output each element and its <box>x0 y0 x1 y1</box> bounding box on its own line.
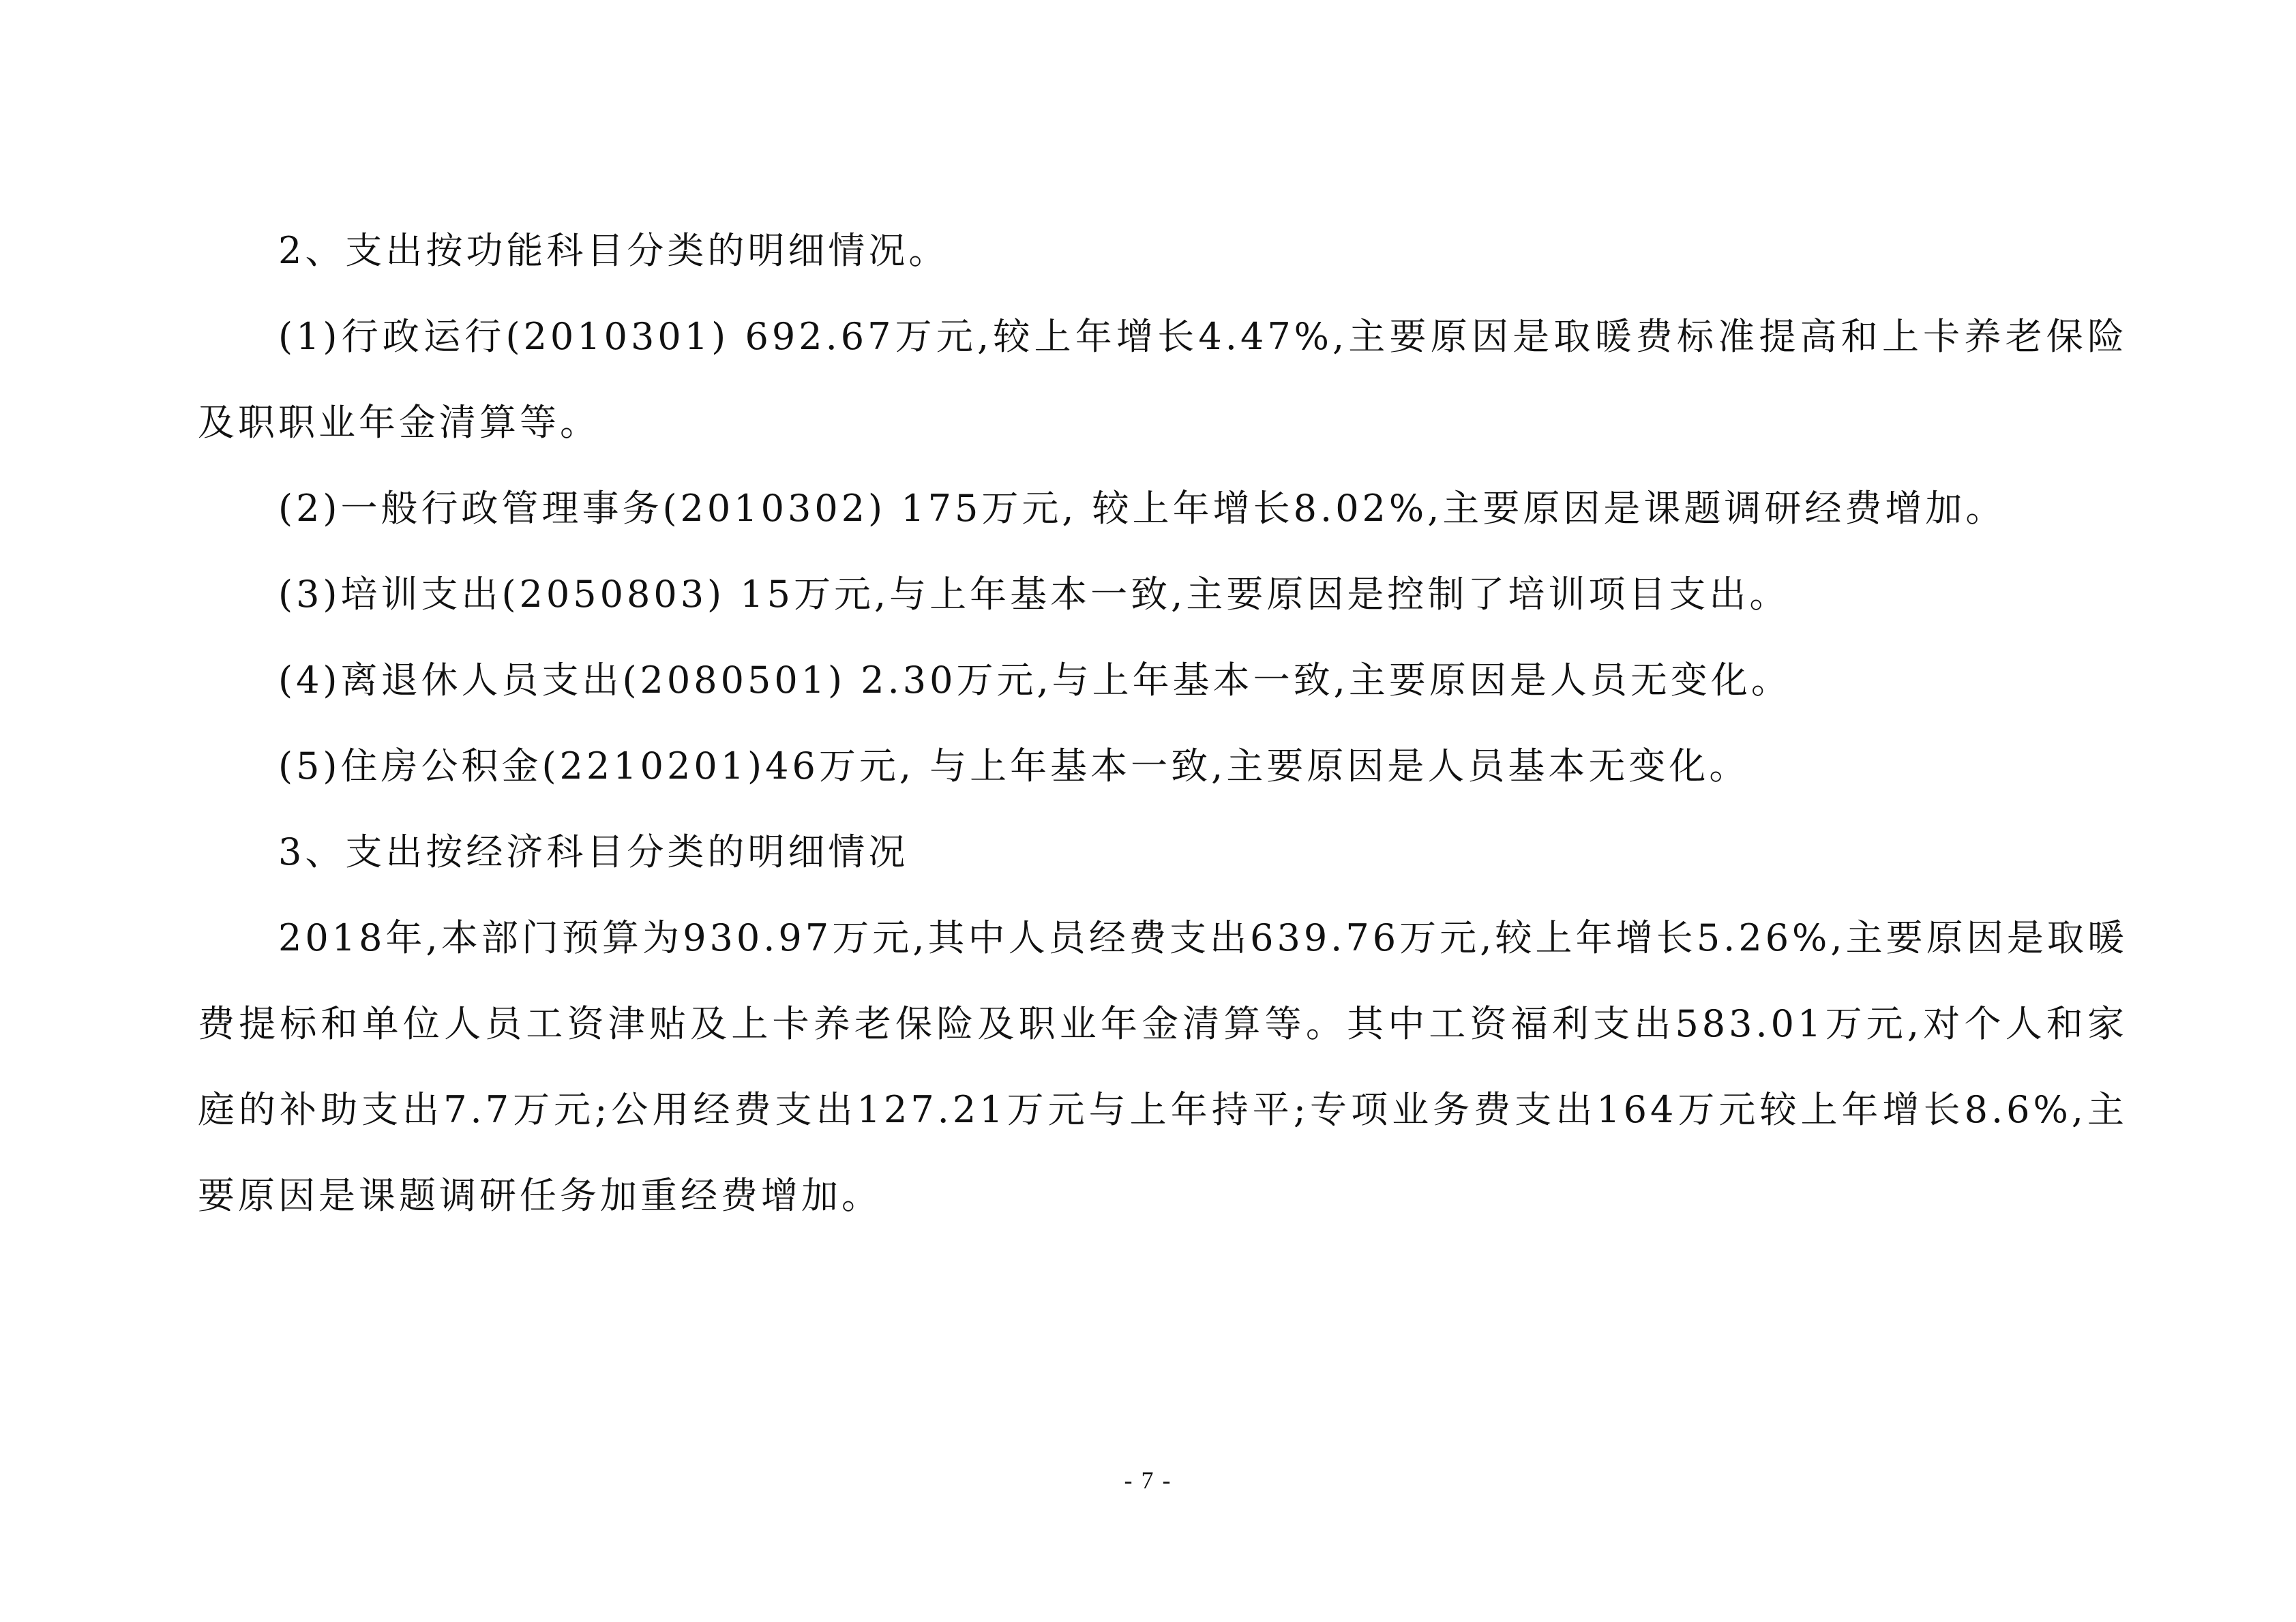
page-number: - 7 - <box>1124 1467 1172 1494</box>
paragraph-budget-summary: 2018年,本部门预算为930.97万元,其中人员经费支出639.76万元,较上年增长5.26%,主要原因是取暖费提标和单位人员工资津贴及上卡养老保险及职业年金清算等。其中工资福利支出583.01万元,对个人和家庭的补助支出7.7万元;公用经费支出127.21万元与上年持平;专项业务费支出164万元较上年增长8.6%,主要原因是课题调研任务加重经费增加。 <box>198 916 2128 1217</box>
paragraph-administrative-operation: (1)行政运行(2010301) 692.67万元,较上年增长4.47%,主要原因是取暖费标准提高和上卡养老保险及职职业年金清算等。 <box>198 315 2128 444</box>
paragraph-retirement-expenditure: (4)离退休人员支出(2080501) 2.30万元,与上年基本一致,主要原因是人员无变化。 <box>278 659 1791 702</box>
section-heading-economic-classification: 3、支出按经济科目分类的明细情况 <box>278 830 909 873</box>
paragraph-training-expenditure: (3)培训支出(2050803) 15万元,与上年基本一致,主要原因是控制了培训项目支出。 <box>278 573 1790 616</box>
paragraph-general-administration: (2)一般行政管理事务(2010302) 175万元, 较上年增长8.02%,主要原因是课题调研经费增加。 <box>278 487 2006 530</box>
document-body <box>198 208 2128 1239</box>
paragraph-housing-fund: (5)住房公积金(2210201)46万元, 与上年基本一致,主要原因是人员基本无变化。 <box>278 745 1750 787</box>
section-heading-functional-classification: 2、支出按功能科目分类的明细情况。 <box>278 229 949 272</box>
